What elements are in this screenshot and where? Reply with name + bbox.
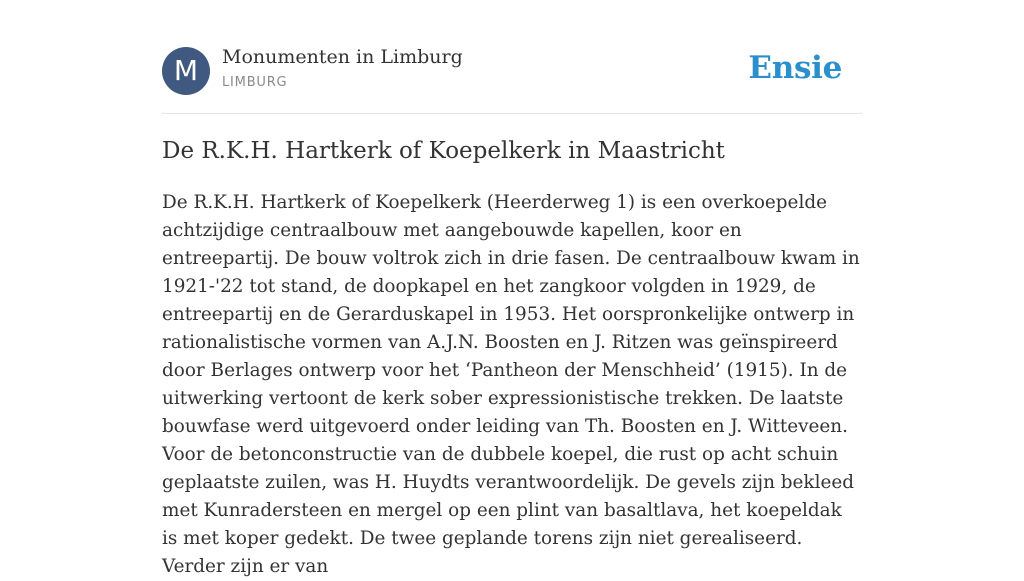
brand-logo[interactable]: Ensie <box>748 50 842 86</box>
article-body: De R.K.H. Hartkerk of Koepelkerk (Heerderweg 1) is een overkoepelde achtzijdige centraalbouw met aangebouwde kapellen, koor en entreepartij. De bouw voltrok zich in drie fasen. De centraalbouw kwam in 1921-'22 tot stand, de doopkapel en het zangkoor volgden in 1929, de entreepartij en de Gerarduskapel in 1953. Het oorspronkelijke ontwerp in rationalistische vormen van A.J.N. Boosten en J. Ritzen was geïnspireerd door Berlages ontwerp voor het ‘Pantheon der Menschheid’ (1915). In de uitwerking vertoont de kerk sober expressionistische trekken. De laatste bouwfase werd uitgevoerd onder leiding van Th. Boosten en J. Witteveen. Voor de betonconstructie van de dubbele koepel, die rust op acht schuin geplaatste zuilen, was H. Huydts verantwoordelijk. De gevels zijn bekleed met Kunradersteen en mergel op een plint van basaltlava, het koepeldak is met koper gedekt. De twee geplande torens zijn niet gerealiseerd. Verder zijn er van <box>162 192 860 577</box>
source-avatar[interactable]: M <box>162 47 210 95</box>
article-page <box>162 0 862 577</box>
source-category[interactable]: LIMBURG <box>222 75 288 90</box>
article-title: De R.K.H. Hartkerk of Koepelkerk in Maastricht <box>162 138 725 164</box>
source-title-link[interactable]: Monumenten in Limburg <box>222 46 463 68</box>
source-header <box>162 0 862 114</box>
